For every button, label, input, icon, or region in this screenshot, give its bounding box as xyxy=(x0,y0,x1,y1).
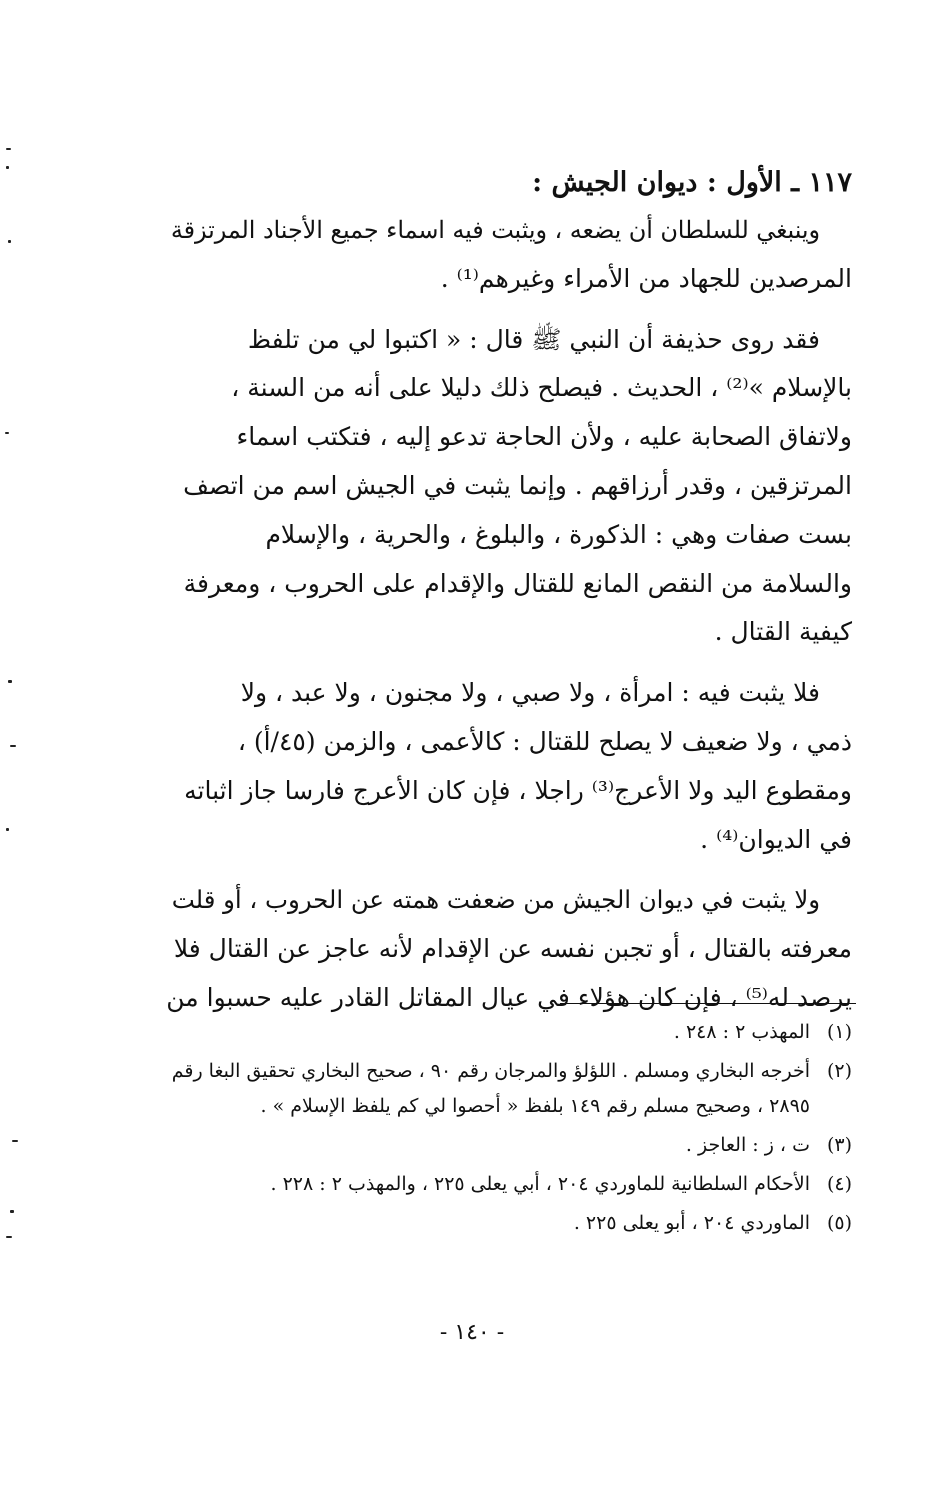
text-line: ذمي ، ولا ضعيف لا يصلح للقتال : كالأعمى ، والزمن (٤٥/أ) ، xyxy=(237,726,852,756)
scan-mark xyxy=(10,745,16,747)
scan-mark xyxy=(6,1236,12,1238)
text-line: كيفية القتال . xyxy=(714,617,852,647)
footnote-text: ت ، ز : العاجز . xyxy=(685,1134,810,1156)
page-number: - ١٤٠ - xyxy=(439,1320,505,1345)
paragraph-2 xyxy=(158,316,852,658)
footnote-number: (٣) xyxy=(826,1134,852,1156)
text-line: المرصدين للجهاد من الأمراء وغيرهم⁽¹⁾ . xyxy=(440,263,852,293)
footnote-number: (٢) xyxy=(826,1060,852,1082)
text-line: ومقطوع اليد ولا الأعرج⁽³⁾ راجلا ، فإن كان الأعرج فارسا جاز اثباته xyxy=(184,775,852,805)
text-line: بست صفات وهي : الذكورة ، والبلوغ ، والحرية ، والإسلام xyxy=(265,519,852,549)
footnote-2-continued: ٢٨٩٥ ، وصحيح مسلم رقم ١٤٩ بلفظ « أحصوا لي كم يلفظ الإسلام » . xyxy=(260,1095,810,1117)
footnote-3 xyxy=(158,1128,852,1163)
text-line: فلا يثبت فيه : امرأة ، ولا صبي ، ولا مجنون ، ولا عبد ، ولا xyxy=(240,678,820,708)
text-line: في الديوان⁽⁴⁾ . xyxy=(700,824,852,854)
scan-mark xyxy=(12,1140,18,1142)
text-line: ولا يثبت في ديوان الجيش من ضعفت همته عن الحروب ، أو قلت xyxy=(171,885,820,915)
text-line: معرفته بالقتال ، أو تجبن نفسه عن الإقدام لأنه عاجز عن القتال فلا xyxy=(173,934,852,964)
footnote-number: (٥) xyxy=(826,1212,852,1234)
main-text xyxy=(158,160,852,1023)
footnote-5 xyxy=(158,1206,852,1241)
text-line: يرصد له⁽⁵⁾ ، فإن كان هؤلاء في عيال المقاتل القادر عليه حسبوا من xyxy=(166,982,852,1012)
text-line: المرتزقين ، وقدر أرزاقهم . وإنما يثبت في الجيش اسم من اتصف xyxy=(183,470,852,500)
scan-mark xyxy=(10,1210,14,1213)
footnote-4 xyxy=(158,1167,852,1202)
scan-mark xyxy=(6,148,11,150)
text-line: وينبغي للسلطان أن يضعه ، ويثبت فيه اسماء جميع الأجناد المرتزقة xyxy=(170,216,820,244)
footnote-text: الأحكام السلطانية للماوردي ٢٠٤ ، أبي يعلى ٢٢٥ ، والمهذب ٢ : ٢٢٨ . xyxy=(270,1173,810,1195)
text-line: ولاتفاق الصحابة عليه ، ولأن الحاجة تدعو إليه ، فتكتب اسماء xyxy=(236,422,852,452)
scan-mark xyxy=(8,680,12,683)
scan-mark xyxy=(6,828,9,831)
footnote-text: المهذب ٢ : ٢٤٨ . xyxy=(673,1021,810,1043)
paragraph-1 xyxy=(158,206,852,304)
text-line: فقد روى حذيفة أن النبي ﷺ قال : « اكتبوا لي من تلفظ xyxy=(247,324,820,354)
footnote-text: الماوردي ٢٠٤ ، أبو يعلى ٢٢٥ . xyxy=(573,1212,810,1234)
section-heading: ١١٧ ـ الأول : ديوان الجيش : xyxy=(532,167,852,198)
scan-mark xyxy=(5,432,9,434)
footnote-text: أخرجه البخاري ومسلم . اللؤلؤ والمرجان رقم ٩٠ ، صحيح البخاري تحقيق البغا رقم xyxy=(171,1060,810,1082)
text-line: والسلامة من النقص المانع للقتال والإقدام على الحروب ، ومعرفة xyxy=(183,568,852,598)
scan-mark xyxy=(6,166,9,169)
footnote-number: (١) xyxy=(826,1021,852,1043)
footnote-2 xyxy=(158,1054,852,1089)
scan-mark xyxy=(8,240,11,243)
footnote-separator xyxy=(560,1003,856,1004)
paragraph-3 xyxy=(158,669,852,864)
footnote-number: (٤) xyxy=(826,1173,852,1195)
paragraph-4 xyxy=(158,876,852,1022)
text-line: بالإسلام »⁽²⁾ ، الحديث . فيصلح ذلك دليلا على أنه من السنة ، xyxy=(231,373,852,403)
footnotes xyxy=(158,1015,852,1241)
footnote-1 xyxy=(158,1015,852,1050)
